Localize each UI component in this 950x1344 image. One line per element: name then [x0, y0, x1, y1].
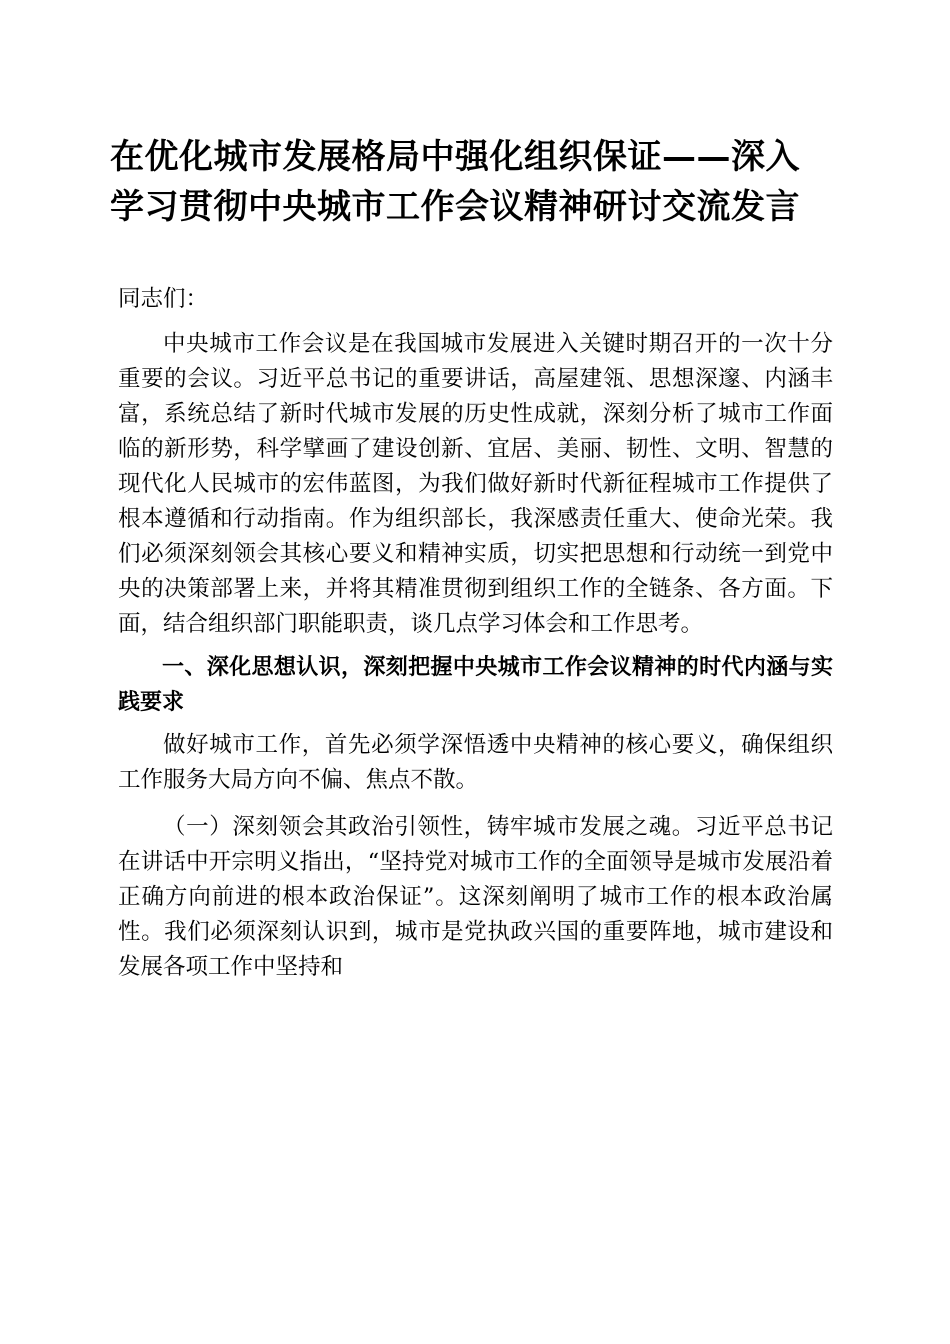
document-title [110, 132, 840, 232]
paragraph-intro: 中央城市工作会议是在我国城市发展进入关键时期召开的一次十分重要的会议。习近平总书记的重要讲话，高屋建瓴、思想深邃、内涵丰富，系统总结了新时代城市发展的历史性成就，深刻分析了城市工作面临的新形势，科学擘画了建设创新、宜居、美丽、韧性、文明、智慧的现代化人民城市的宏伟蓝图，为我们做好新时代新征程城市工作提供了根本遵循和行动指南。作为组织部长，我深感责任重大、使命光荣。我们必须深刻领会其核心要义和精神实质，切实把思想和行动统一到党中央的决策部署上来，并将其精准贯彻到组织工作的全链条、各方面。下面，结合组织部门职能职责，谈几点学习体会和工作思考。 [118, 331, 833, 637]
paragraph-subsection-1: （一）深刻领会其政治引领性，铸牢城市发展之魂。习近平总书记在讲话中开宗明义指出，“坚持党对城市工作的全面领导是城市发展沿着正确方向前进的根本政治保证”。这深刻阐明了城市工作的根本政治属性。我们必须深刻认识到，城市是党执政兴国的重要阵地，城市建设和发展各项工作中坚持和 [118, 814, 833, 980]
salutation: 同志们： [118, 286, 209, 312]
document-body [118, 282, 833, 985]
paragraph-section-1: 做好城市工作，首先必须学深悟透中央精神的核心要义，确保组织工作服务大局方向不偏、焦点不散。 [118, 732, 833, 793]
title-line-2: 学习贯彻中央城市工作会议精神研讨交流发言 [110, 187, 800, 227]
section-heading-1: 一、深化思想认识，深刻把握中央城市工作会议精神的时代内涵与实践要求 [118, 655, 833, 715]
title-line-1: 在优化城市发展格局中强化组织保证——深入 [110, 137, 800, 177]
